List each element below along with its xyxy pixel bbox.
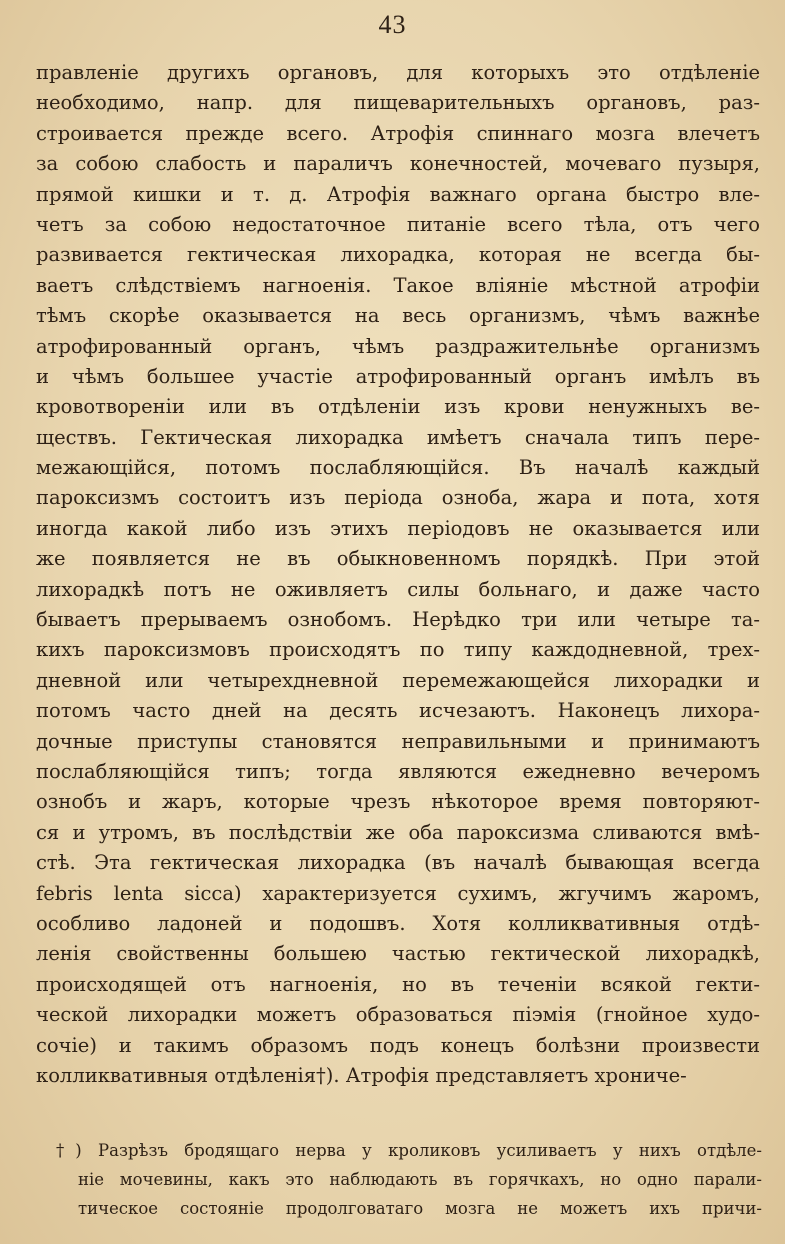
text-line: необходимо, напр. для пищеварительныхъ органовъ, раз- <box>36 91 760 115</box>
text-line: стѣ. Эта гектическая лихорадка (въ началѣ бывающая всегда <box>36 851 760 875</box>
footnote-line: ніе мочевины, какъ это наблюдають въ горячкахъ, но одно парали- <box>78 1170 762 1189</box>
text-line: иногда какой либо изъ этихъ періодовъ не оказывается или <box>36 516 760 540</box>
text-line: развивается гектическая лихорадка, которая не всегда бы- <box>36 243 760 267</box>
text-line: кихъ пароксизмовъ происходятъ по типу каждодневной, трех- <box>36 638 760 662</box>
text-line: ся и утромъ, въ послѣдствіи же оба пароксизма сливаются вмѣ- <box>36 820 760 844</box>
text-line: ществъ. Гектическая лихорадка имѣетъ сначала типъ пере- <box>36 425 760 449</box>
text-line: лихорадкѣ потъ не оживляетъ силы больнаго, и даже часто <box>36 577 760 601</box>
text-line: сочіе) и такимъ образомъ подъ конецъ болѣзни произвести <box>36 1033 760 1057</box>
text-line: и чѣмъ большее участіе атрофированный органъ имѣлъ въ <box>36 364 760 388</box>
text-line: колликвативныя отдѣленія†). Атрофія представляетъ хрониче- <box>36 1063 687 1087</box>
text-line: febris lenta sicca) характеризуется сухимъ, жгучимъ жаромъ, <box>36 881 760 905</box>
text-line: происходящей отъ нагноенія, но въ теченіи всякой гекти- <box>36 972 760 996</box>
text-line: четъ за собою недостаточное питаніе всего тѣла, отъ чего <box>36 212 760 236</box>
text-line: пароксизмъ состоитъ изъ періода озноба, жара и пота, хотя <box>36 486 760 510</box>
footnote-line: тическое состояніе продолговатаго мозга не можетъ ихъ причи- <box>78 1199 762 1218</box>
text-line: потомъ часто дней на десять исчезаютъ. Наконецъ лихора- <box>36 699 760 723</box>
footnote-separator <box>36 1121 760 1122</box>
text-line: кровотвореніи или въ отдѣленіи изъ крови ненужныхъ ве- <box>36 395 760 419</box>
footnote-line: †) Разрѣзъ бродящаго нерва у кроликовъ усиливаетъ у нихъ отдѣле- <box>56 1141 762 1160</box>
text-line: ваетъ слѣдствіемъ нагноенія. Такое вліяніе мѣстной атрофіи <box>36 273 760 297</box>
main-text <box>36 58 760 1091</box>
text-line: межающійся, потомъ послабляющійся. Въ началѣ каждый <box>36 456 760 480</box>
text-line: атрофированный органъ, чѣмъ раздражительнѣе организмъ <box>36 334 760 358</box>
text-line: особливо ладоней и подошвъ. Хотя колликвативныя отдѣ- <box>36 911 760 935</box>
text-line: строивается прежде всего. Атрофія спиннаго мозга влечетъ <box>36 121 760 145</box>
text-line: правленіе другихъ органовъ, для которыхъ это отдѣленіе <box>36 61 760 84</box>
text-line: бываетъ прерываемъ ознобомъ. Нерѣдко три или четыре та- <box>36 608 760 632</box>
text-line: дневной или четырехдневной перемежающейся лихорадки и <box>36 668 760 692</box>
text-line: тѣмъ скорѣе оказывается на весь организмъ, чѣмъ важнѣе <box>36 304 760 328</box>
page-number: 43 <box>378 10 407 39</box>
text-line: ленія свойственны большею частью гектической лихорадкѣ, <box>36 942 760 966</box>
text-line: дочные приступы становятся неправильными и принимаютъ <box>36 729 760 753</box>
text-line: ознобъ и жаръ, которые чрезъ нѣкоторое время повторяют- <box>36 790 760 814</box>
footnote <box>56 1136 762 1223</box>
text-line: за собою слабость и параличъ конечностей, мочеваго пузыря, <box>36 152 760 176</box>
text-line: послабляющійся типъ; тогда являются ежедневно вечеромъ <box>36 759 760 783</box>
text-line: же появляется не въ обыкновенномъ порядкѣ. При этой <box>36 547 760 571</box>
text-line: ческой лихорадки можетъ образоваться піэмія (гнойное худо- <box>36 1003 760 1027</box>
text-line: прямой кишки и т. д. Атрофія важнаго органа быстро вле- <box>36 182 760 206</box>
